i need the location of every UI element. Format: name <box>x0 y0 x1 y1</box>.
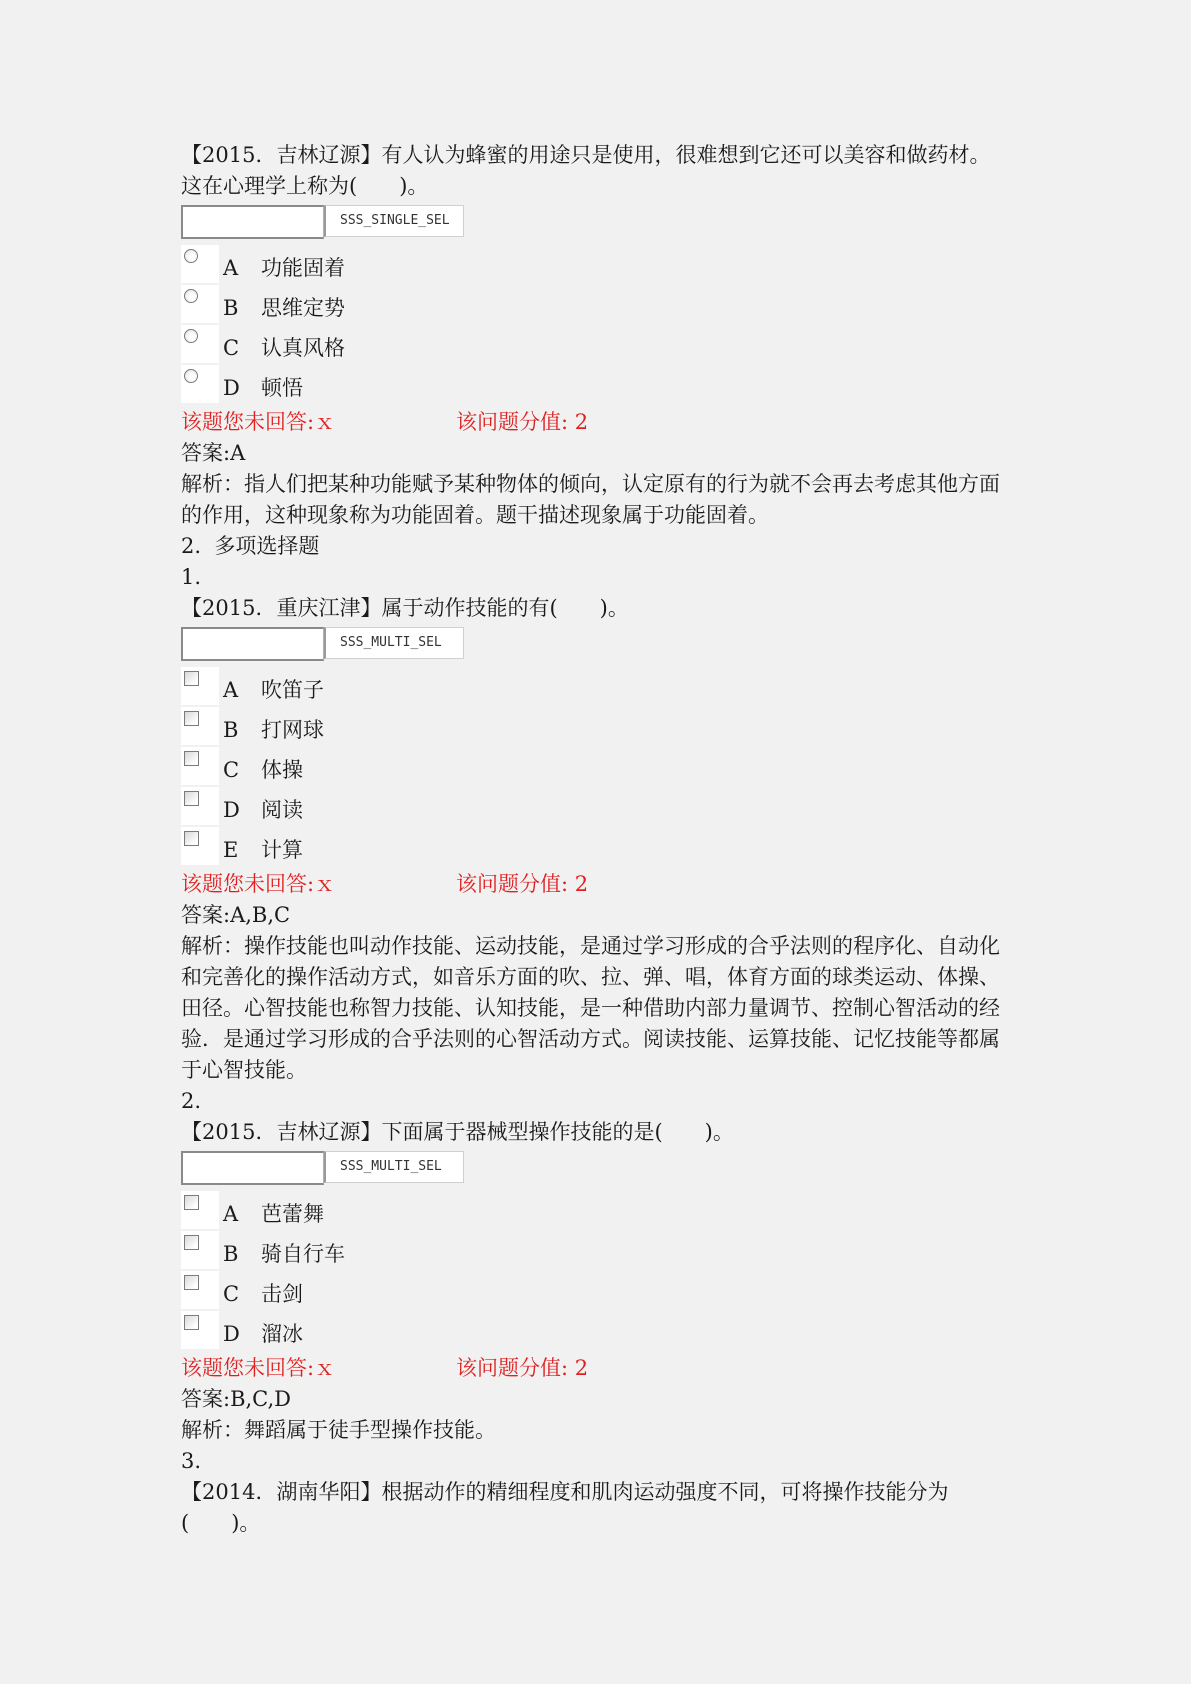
analysis-text: 解析：舞蹈属于徒手型操作技能。 <box>181 1418 496 1442</box>
question-text: 【2015．重庆江津】属于动作技能的有( )。 <box>181 596 629 620</box>
question-block-1 <box>181 562 1011 1086</box>
question-type-tag: SSS_SINGLE_SEL <box>324 205 464 237</box>
option-c[interactable] <box>181 323 1011 363</box>
checkbox-icon[interactable] <box>184 711 199 726</box>
option-text: 体操 <box>261 758 303 782</box>
radio-button-icon[interactable] <box>184 369 198 383</box>
option-text: 认真风格 <box>261 336 345 360</box>
unanswered-notice: 该题您未回答:ｘ <box>181 1356 336 1380</box>
option-c[interactable] <box>181 1269 1011 1309</box>
option-letter: C <box>223 1282 240 1306</box>
option-text: 顿悟 <box>261 376 303 400</box>
question-number: 1. <box>181 565 202 589</box>
unanswered-notice: 该题您未回答:ｘ <box>181 872 336 896</box>
option-text: 溜冰 <box>261 1322 303 1346</box>
answer-box <box>181 627 1011 661</box>
option-d[interactable] <box>181 363 1011 403</box>
answer-status <box>181 869 1011 900</box>
option-b[interactable] <box>181 1229 1011 1269</box>
answer-input[interactable] <box>181 205 324 239</box>
option-letter: B <box>223 1242 239 1266</box>
option-d[interactable] <box>181 785 1011 825</box>
score-value: 该问题分值: 2 <box>456 410 589 434</box>
option-text: 打网球 <box>261 718 324 742</box>
question-text: 【2015．吉林辽源】下面属于器械型操作技能的是( )。 <box>181 1120 734 1144</box>
option-b[interactable] <box>181 283 1011 323</box>
checkbox-icon[interactable] <box>184 1235 199 1250</box>
option-e[interactable] <box>181 825 1011 865</box>
option-letter: C <box>223 336 240 360</box>
radio-button-icon[interactable] <box>184 329 198 343</box>
checkbox-icon[interactable] <box>184 1195 199 1210</box>
answer-input[interactable] <box>181 1151 324 1185</box>
option-text: 功能固着 <box>261 256 345 280</box>
option-letter: D <box>223 376 240 400</box>
option-letter: A <box>223 1202 239 1226</box>
option-letter: A <box>223 678 239 702</box>
radio-button-icon[interactable] <box>184 249 198 263</box>
option-text: 芭蕾舞 <box>261 1202 324 1226</box>
option-text: 击剑 <box>261 1282 303 1306</box>
checkbox-icon[interactable] <box>184 671 199 686</box>
question-type-tag: SSS_MULTI_SEL <box>324 1151 464 1183</box>
option-text: 骑自行车 <box>261 1242 345 1266</box>
option-a[interactable] <box>181 665 1011 705</box>
answer-status <box>181 407 1011 438</box>
question-list <box>181 140 1011 1539</box>
option-letter: B <box>223 718 239 742</box>
question-number: 2. <box>181 1089 202 1113</box>
checkbox-icon[interactable] <box>184 831 199 846</box>
checkbox-icon[interactable] <box>184 1315 199 1330</box>
question-block-2 <box>181 1086 1011 1446</box>
radio-button-icon[interactable] <box>184 289 198 303</box>
checkbox-icon[interactable] <box>184 791 199 806</box>
option-text: 计算 <box>261 838 303 862</box>
option-text: 思维定势 <box>261 296 345 320</box>
option-letter: A <box>223 256 239 280</box>
answer-box <box>181 205 1011 239</box>
checkbox-icon[interactable] <box>184 1275 199 1290</box>
option-letter: D <box>223 798 240 822</box>
correct-answer: 答案:B,C,D <box>181 1387 292 1411</box>
option-letter: C <box>223 758 240 782</box>
question-text: 【2014．湖南华阳】根据动作的精细程度和肌肉运动强度不同，可将操作技能分为( )。 <box>181 1480 949 1535</box>
option-letter: D <box>223 1322 240 1346</box>
question-text: 【2015．吉林辽源】有人认为蜂蜜的用途只是使用，很难想到它还可以美容和做药材。这在心理学上称为( )。 <box>181 143 991 198</box>
unanswered-notice: 该题您未回答:ｘ <box>181 410 336 434</box>
question-block-single <box>181 140 1011 531</box>
checkbox-icon[interactable] <box>184 751 199 766</box>
option-d[interactable] <box>181 1309 1011 1349</box>
score-value: 该问题分值: 2 <box>456 872 589 896</box>
question-type-tag: SSS_MULTI_SEL <box>324 627 464 659</box>
analysis-text: 解析：指人们把某种功能赋予某种物体的倾向，认定原有的行为就不会再去考虑其他方面的作用，这种现象称为功能固着。题干描述现象属于功能固着。 <box>181 472 1000 527</box>
option-a[interactable] <box>181 243 1011 283</box>
question-block-3 <box>181 1446 1011 1539</box>
correct-answer: 答案:A <box>181 441 246 465</box>
question-number: 3. <box>181 1449 202 1473</box>
answer-box <box>181 1151 1011 1185</box>
option-letter: B <box>223 296 239 320</box>
answer-input[interactable] <box>181 627 324 661</box>
score-value: 该问题分值: 2 <box>456 1356 589 1380</box>
correct-answer: 答案:A,B,C <box>181 903 291 927</box>
option-letter: E <box>223 838 239 862</box>
option-c[interactable] <box>181 745 1011 785</box>
section-title: 2. 多项选择题 <box>181 534 320 558</box>
analysis-text: 解析：操作技能也叫动作技能、运动技能，是通过学习形成的合乎法则的程序化、自动化和完善化的操作活动方式，如音乐方面的吹、拉、弹、唱，体育方面的球类运动、体操、田径。心智技能也称智力技能、认知技能，是一种借助内部力量调节、控制心智活动的经验．是通过学习形成的合乎法则的心智活动方式。阅读技能、运算技能、记忆技能等都属于心智技能。 <box>181 934 1000 1082</box>
option-b[interactable] <box>181 705 1011 745</box>
option-text: 阅读 <box>261 798 303 822</box>
option-text: 吹笛子 <box>261 678 324 702</box>
answer-status <box>181 1353 1011 1384</box>
option-a[interactable] <box>181 1189 1011 1229</box>
